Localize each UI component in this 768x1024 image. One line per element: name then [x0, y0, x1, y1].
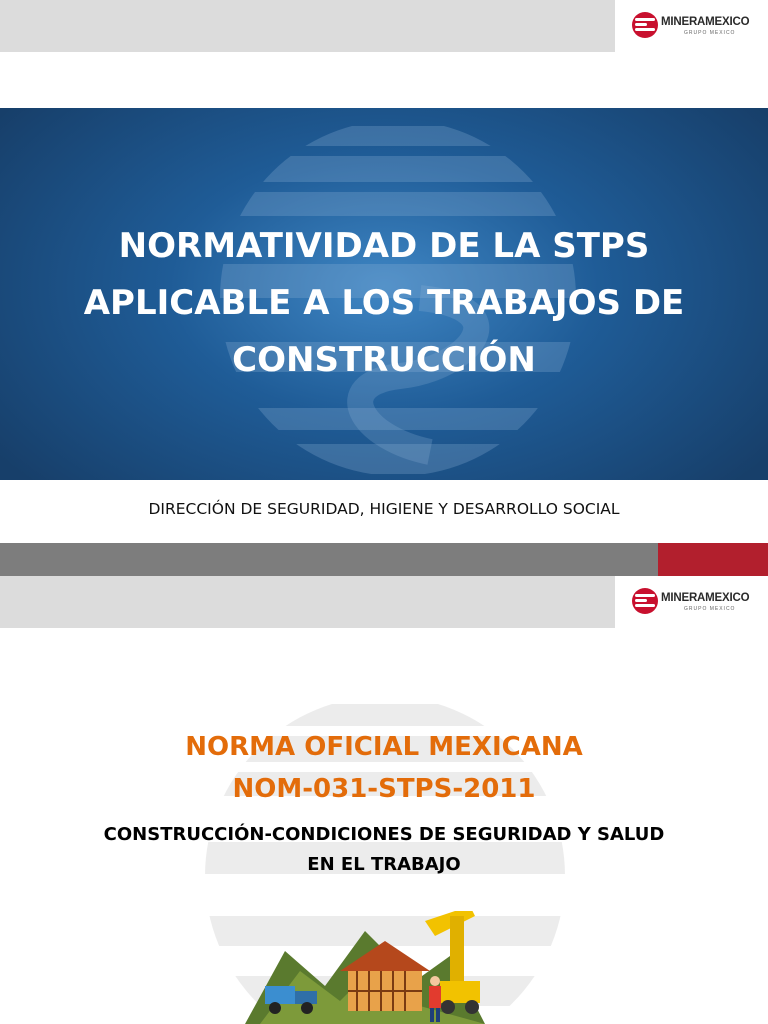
norm-heading [0, 726, 768, 810]
condition-line: CONSTRUCCIÓN-CONDICIONES DE SEGURIDAD Y SALUD [103, 824, 665, 845]
title-line: CONSTRUCCIÓN [232, 340, 536, 380]
logo-sub-text: GRUPO MEXICO [684, 606, 736, 612]
slide-title [20, 218, 748, 389]
norm-slide [0, 576, 768, 1024]
logo-brand-text: MINERAMEXICO [661, 592, 750, 604]
title-line: NORMATIVIDAD DE LA STPS [118, 226, 650, 266]
construction-illustration-icon [245, 911, 485, 1024]
norm-line: NORMA OFICIAL MEXICANA [185, 732, 583, 762]
norm-subheading [60, 820, 708, 880]
norm-line: NOM-031-STPS-2011 [232, 774, 536, 804]
header-bar [0, 0, 615, 52]
company-logo [632, 10, 762, 44]
condition-line: EN EL TRABAJO [307, 854, 461, 875]
logo-brand-text: MINERAMEXICO [661, 16, 750, 28]
title-banner [0, 108, 768, 480]
logo-sub-text: GRUPO MEXICO [684, 30, 736, 36]
logo-mark-icon [632, 12, 658, 38]
slide-subtitle: DIRECCIÓN DE SEGURIDAD, HIGIENE Y DESARROLLO SOCIAL [148, 500, 620, 518]
title-line: APLICABLE A LOS TRABAJOS DE [83, 283, 685, 323]
footer-bar-red [658, 543, 768, 576]
footer-bar-gray [0, 543, 658, 576]
